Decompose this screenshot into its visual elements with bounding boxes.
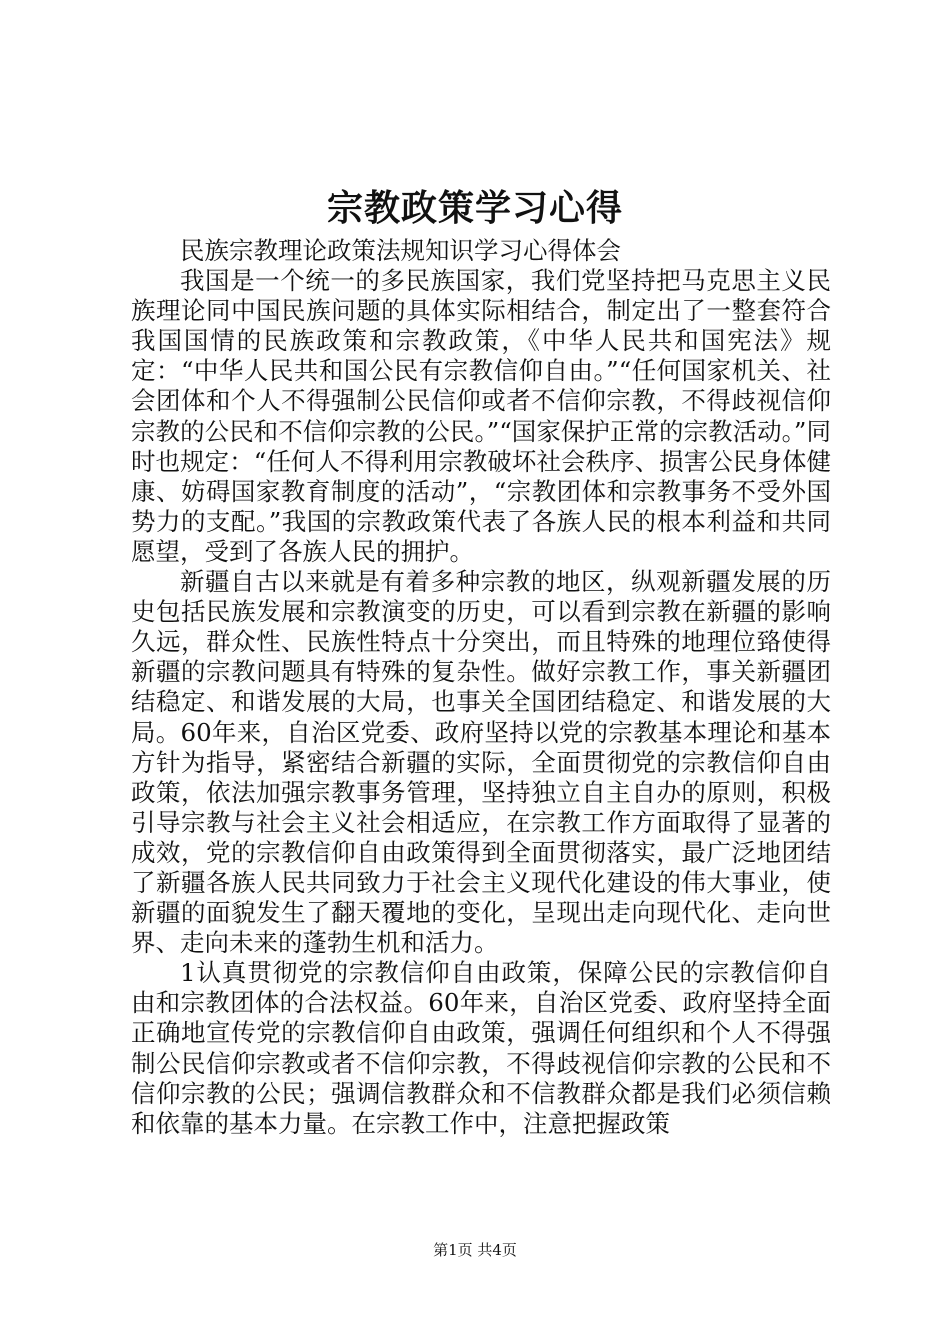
- document-body: [131, 236, 831, 1139]
- subtitle-paragraph: 民族宗教理论政策法规知识学习心得体会: [180, 236, 621, 265]
- body-paragraph: 新疆自古以来就是有着多种宗教的地区，纵观新疆发展的历史包括民族发展和宗教演变的历史，可以看到宗教在新疆的影响久远，群众性、民族性特点十分突出，而且特殊的地理位臵使得新疆的宗教问题具有特殊的复杂性。做好宗教工作，事关新疆团结稳定、和谐发展的大局，也事关全国团结稳定、和谐发展的大局。60年来，自治区党委、政府坚持以党的宗教基本理论和基本方针为指导，紧密结合新疆的实际，全面贯彻党的宗教信仰自由政策，依法加强宗教事务管理，坚持独立自主自办的原则，积极引导宗教与社会主义社会相适应，在宗教工作方面取得了显著的成效，党的宗教信仰自由政策得到全面贯彻落实，最广泛地团结了新疆各族人民共同致力于社会主义现代化建设的伟大事业，使新疆的面貌发生了翻天覆地的变化，呈现出走向现代化、走向世界、走向未来的蓬勃生机和活力。: [131, 567, 831, 958]
- body-paragraph: 我国是一个统一的多民族国家，我们党坚持把马克思主义民族理论同中国民族问题的具体实际相结合，制定出了一整套符合我国国情的民族政策和宗教政策，《中华人民共和国宪法》规定：“中华人民共和国公民有宗教信仰自由。”“任何国家机关、社会团体和个人不得强制公民信仰或者不信仰宗教，不得歧视信仰宗教的公民和不信仰宗教的公民。”“国家保护正常的宗教活动。”同时也规定：“任何人不得利用宗教破坏社会秩序、损害公民身体健康、妨碍国家教育制度的活动”，“宗教团体和宗教事务不受外国势力的支配。”我国的宗教政策代表了各族人民的根本利益和共同愿望，受到了各族人民的拥护。: [131, 266, 831, 566]
- page-footer: 第1页 共4页: [433, 1241, 517, 1259]
- body-paragraph: 1认真贯彻党的宗教信仰自由政策，保障公民的宗教信仰自由和宗教团体的合法权益。60年来，自治区党委、政府坚持全面正确地宣传党的宗教信仰自由政策，强调任何组织和个人不得强制公民信仰宗教或者不信仰宗教，不得歧视信仰宗教的公民和不信仰宗教的公民；强调信教群众和不信教群众都是我们必须信赖和依靠的基本力量。在宗教工作中，注意把握政策: [131, 958, 831, 1138]
- document-title: 宗教政策学习心得: [326, 187, 623, 229]
